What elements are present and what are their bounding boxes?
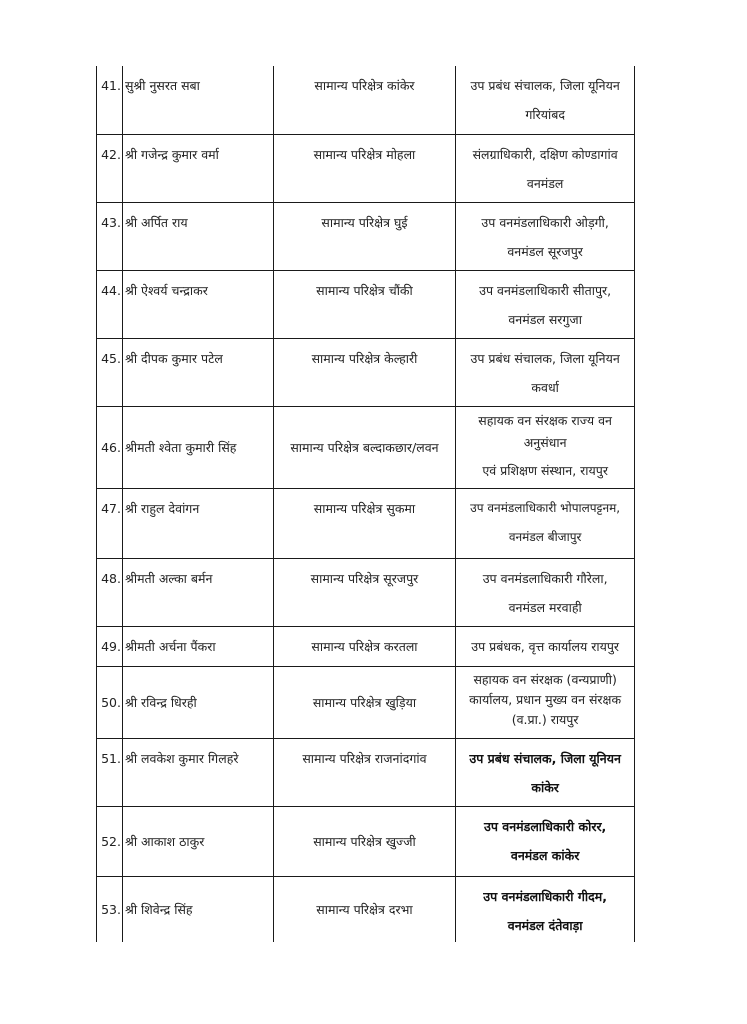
- table-row: [97, 666, 635, 738]
- new-posting: उप प्रबंध संचालक, जिला यूनियन गरियांबद: [456, 66, 635, 134]
- officer-name: श्रीमती श्वेता कुमारी सिंह: [122, 406, 273, 488]
- transfer-table: [96, 66, 635, 942]
- current-posting: सामान्य परिक्षेत्र घुई: [273, 202, 456, 270]
- new-posting: उप प्रबंध संचालक, जिला यूनियन कवर्धा: [456, 338, 635, 406]
- current-posting: सामान्य परिक्षेत्र केल्हारी: [273, 338, 456, 406]
- current-posting: सामान्य परिक्षेत्र राजनांदगांव: [273, 738, 456, 806]
- officer-name: सुश्री नुसरत सबा: [122, 66, 273, 134]
- new-posting: संलग्राधिकारी, दक्षिण कोण्डागांव वनमंडल: [456, 134, 635, 202]
- new-posting: सहायक वन संरक्षक (वन्यप्राणी) कार्यालय, प्रधान मुख्य वन संरक्षक (व.प्रा.) रायपुर: [456, 666, 635, 738]
- officer-name: श्री लवकेश कुमार गिलहरे: [122, 738, 273, 806]
- current-posting: सामान्य परिक्षेत्र मोहला: [273, 134, 456, 202]
- current-posting: सामान्य परिक्षेत्र कांकेर: [273, 66, 456, 134]
- new-posting: उप वनमंडलाधिकारी भोपालपट्टनम, वनमंडल बीजापुर: [456, 488, 635, 558]
- row-number: 41.: [97, 66, 123, 134]
- table-row: [97, 338, 635, 406]
- row-number: 51.: [97, 738, 123, 806]
- row-number: 50.: [97, 666, 123, 738]
- officer-name: श्री रविन्द्र धिरही: [122, 666, 273, 738]
- current-posting: सामान्य परिक्षेत्र सूरजपुर: [273, 558, 456, 626]
- table-row: [97, 558, 635, 626]
- table-row: [97, 270, 635, 338]
- new-posting: उप वनमंडलाधिकारी गौरेला, वनमंडल मरवाही: [456, 558, 635, 626]
- new-posting: उप प्रबंधक, वृत्त कार्यालय रायपुर: [456, 626, 635, 666]
- officer-name: श्रीमती अल्का बर्मन: [122, 558, 273, 626]
- table-row: [97, 202, 635, 270]
- officer-name: श्री राहुल देवांगन: [122, 488, 273, 558]
- row-number: 45.: [97, 338, 123, 406]
- officer-name: श्री ऐश्वर्य चन्द्राकर: [122, 270, 273, 338]
- table-row: [97, 738, 635, 806]
- row-number: 53.: [97, 876, 123, 942]
- officer-name: श्री दीपक कुमार पटेल: [122, 338, 273, 406]
- row-number: 47.: [97, 488, 123, 558]
- row-number: 49.: [97, 626, 123, 666]
- row-number: 46.: [97, 406, 123, 488]
- table-row: [97, 876, 635, 942]
- current-posting: सामान्य परिक्षेत्र खुड़िया: [273, 666, 456, 738]
- current-posting: सामान्य परिक्षेत्र करतला: [273, 626, 456, 666]
- new-posting: उप वनमंडलाधिकारी गीदम, वनमंडल दंतेवाड़ा: [456, 876, 635, 942]
- table-row: [97, 406, 635, 488]
- new-posting: उप वनमंडलाधिकारी सीतापुर, वनमंडल सरगुजा: [456, 270, 635, 338]
- officer-name: श्रीमती अर्चना पैंकरा: [122, 626, 273, 666]
- current-posting: सामान्य परिक्षेत्र चौंकी: [273, 270, 456, 338]
- current-posting: सामान्य परिक्षेत्र दरभा: [273, 876, 456, 942]
- row-number: 52.: [97, 806, 123, 876]
- row-number: 44.: [97, 270, 123, 338]
- officer-name: श्री आकाश ठाकुर: [122, 806, 273, 876]
- table-row: [97, 66, 635, 134]
- new-posting: उप वनमंडलाधिकारी ओड़गी, वनमंडल सूरजपुर: [456, 202, 635, 270]
- table-row: [97, 488, 635, 558]
- new-posting: उप प्रबंध संचालक, जिला यूनियन कांकेर: [456, 738, 635, 806]
- row-number: 48.: [97, 558, 123, 626]
- row-number: 43.: [97, 202, 123, 270]
- table-row: [97, 134, 635, 202]
- table-row: [97, 626, 635, 666]
- new-posting: सहायक वन संरक्षक राज्य वन अनुसंधान एवं प्रशिक्षण संस्थान, रायपुर: [456, 406, 635, 488]
- officer-name: श्री शिवेन्द्र सिंह: [122, 876, 273, 942]
- officer-name: श्री अर्पित राय: [122, 202, 273, 270]
- officer-name: श्री गजेन्द्र कुमार वर्मा: [122, 134, 273, 202]
- table-row: [97, 806, 635, 876]
- current-posting: सामान्य परिक्षेत्र बल्दाकछार/लवन: [273, 406, 456, 488]
- new-posting: उप वनमंडलाधिकारी कोरर, वनमंडल कांकेर: [456, 806, 635, 876]
- current-posting: सामान्य परिक्षेत्र सुकमा: [273, 488, 456, 558]
- current-posting: सामान्य परिक्षेत्र खुज्जी: [273, 806, 456, 876]
- row-number: 42.: [97, 134, 123, 202]
